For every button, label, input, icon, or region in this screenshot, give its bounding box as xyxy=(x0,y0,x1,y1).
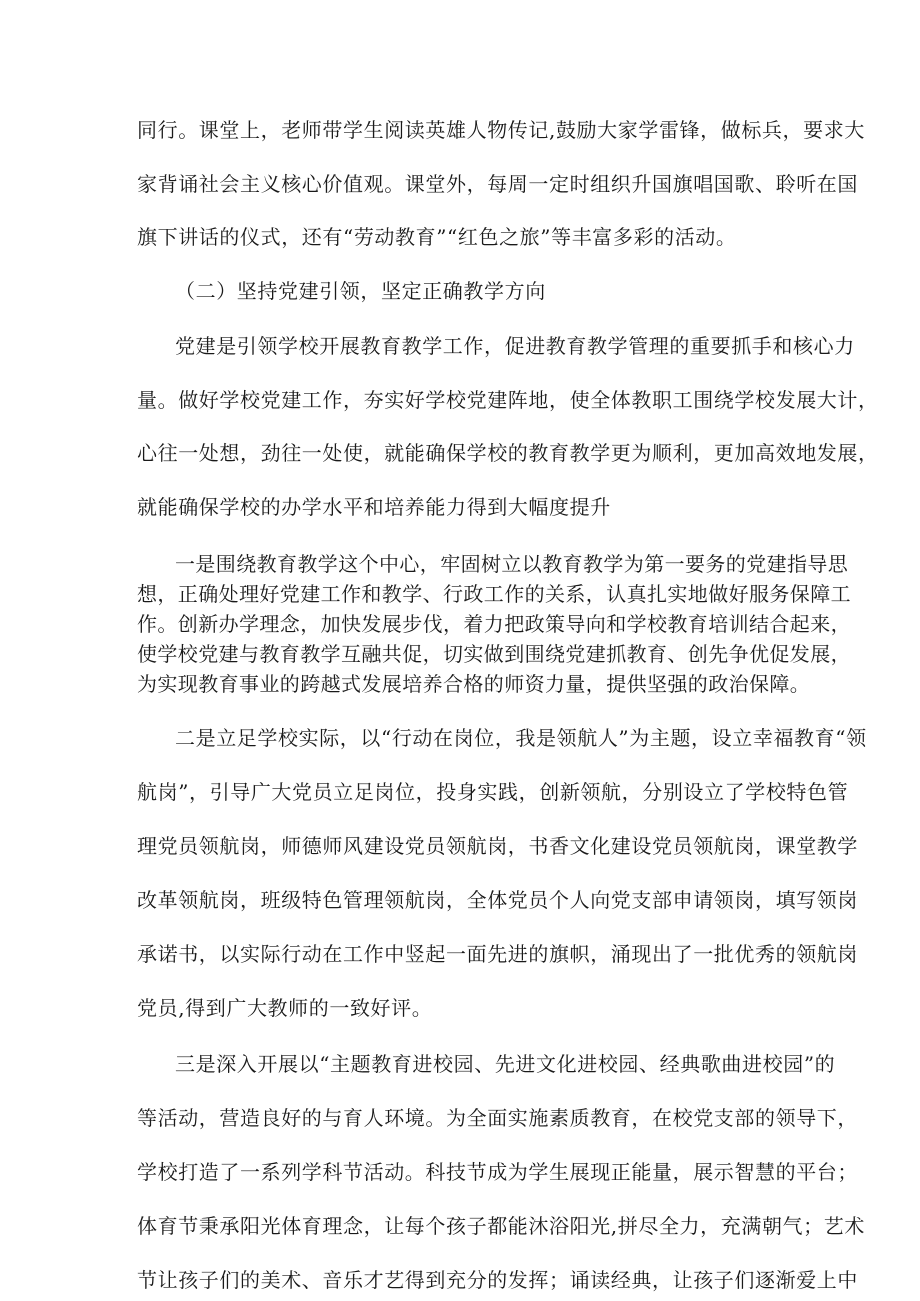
paragraph-two-line-4: 改革领航岗，班级特色管理领航岗，全体党员个人向党支部申请领岗，填写领岗 xyxy=(137,888,858,912)
paragraph-three-line-2: 等活动，营造良好的与育人环境。为全面实施素质教育，在校党支部的领导下， xyxy=(137,1106,858,1130)
paragraph-one-line-2: 想，正确处理好党建工作和教学、行政工作的关系，认真扎实地做好服务保障工 xyxy=(137,582,851,606)
paragraph-two-line-6: 党员,得到广大教师的一致好评。 xyxy=(137,996,433,1020)
paragraph-three-line-1: 三是深入开展以“主题教育进校园、先进文化进校园、经典歌曲进校园”的 xyxy=(175,1052,836,1076)
paragraph-three-line-5: 节让孩子们的美术、音乐才艺得到充分的发挥；诵读经典，让孩子们逐渐爱上中 xyxy=(137,1268,858,1292)
paragraph-party-line-3: 心往一处想，劲往一处使，就能确保学校的教育教学更为顺利，更加高效地发展， xyxy=(137,441,879,465)
paragraph-two-line-3: 理党员领航岗，师德师风建设党员领航岗，书香文化建设党员领航岗，课堂教学 xyxy=(137,834,858,858)
paragraph-intro-line-3: 旗下讲话的仪式，还有“劳动教育”“红色之旅”等丰富多彩的活动。 xyxy=(137,225,737,249)
paragraph-intro-line-1: 同行。课堂上，老师带学生阅读英雄人物传记,鼓励大家学雷锋，做标兵，要求大 xyxy=(137,118,865,142)
paragraph-party-line-1: 党建是引领学校开展教育教学工作，促进教育教学管理的重要抓手和核心力 xyxy=(175,334,855,358)
paragraph-party-line-4: 就能确保学校的办学水平和培养能力得到大幅度提升 xyxy=(137,495,611,519)
paragraph-one-line-5: 为实现教育事业的跨越式发展培养合格的师资力量，提供坚强的政治保障。 xyxy=(137,672,811,696)
paragraph-intro-line-2: 家背诵社会主义核心价值观。课堂外，每周一定时组织升国旗唱国歌、聆听在国 xyxy=(137,172,858,196)
paragraph-party-line-2: 量。做好学校党建工作，夯实好学校党建阵地，使全体教职工围绕学校发展大计， xyxy=(137,388,879,412)
paragraph-two-line-5: 承诺书，以实际行动在工作中竖起一面先进的旗帜，涌现出了一批优秀的领航岗 xyxy=(137,942,858,966)
paragraph-three-line-4: 体育节秉承阳光体育理念，让每个孩子都能沐浴阳光,拼尽全力，充满朝气；艺术 xyxy=(137,1214,865,1238)
paragraph-two-line-1: 二是立足学校实际，以“行动在岗位，我是领航人”为主题，设立幸福教育“领 xyxy=(175,726,867,750)
paragraph-two-line-2: 航岗”，引导广大党员立足岗位，投身实践，创新领航，分别设立了学校特色管 xyxy=(137,780,849,804)
section-heading: （二）坚持党建引领，坚定正确教学方向 xyxy=(175,279,546,303)
paragraph-one-line-4: 使学校党建与教育教学互融共促，切实做到围绕党建抓教育、创先争优促发展， xyxy=(137,642,851,666)
paragraph-one-line-1: 一是围绕教育教学这个中心，牢固树立以教育教学为第一要务的党建指导思 xyxy=(175,552,849,576)
paragraph-three-line-3: 学校打造了一系列学科节活动。科技节成为学生展现正能量，展示智慧的平台； xyxy=(137,1160,858,1184)
paragraph-one-line-3: 作。创新办学理念，加快发展步伐，着力把政策导向和学校教育培训结合起来， xyxy=(137,612,851,636)
